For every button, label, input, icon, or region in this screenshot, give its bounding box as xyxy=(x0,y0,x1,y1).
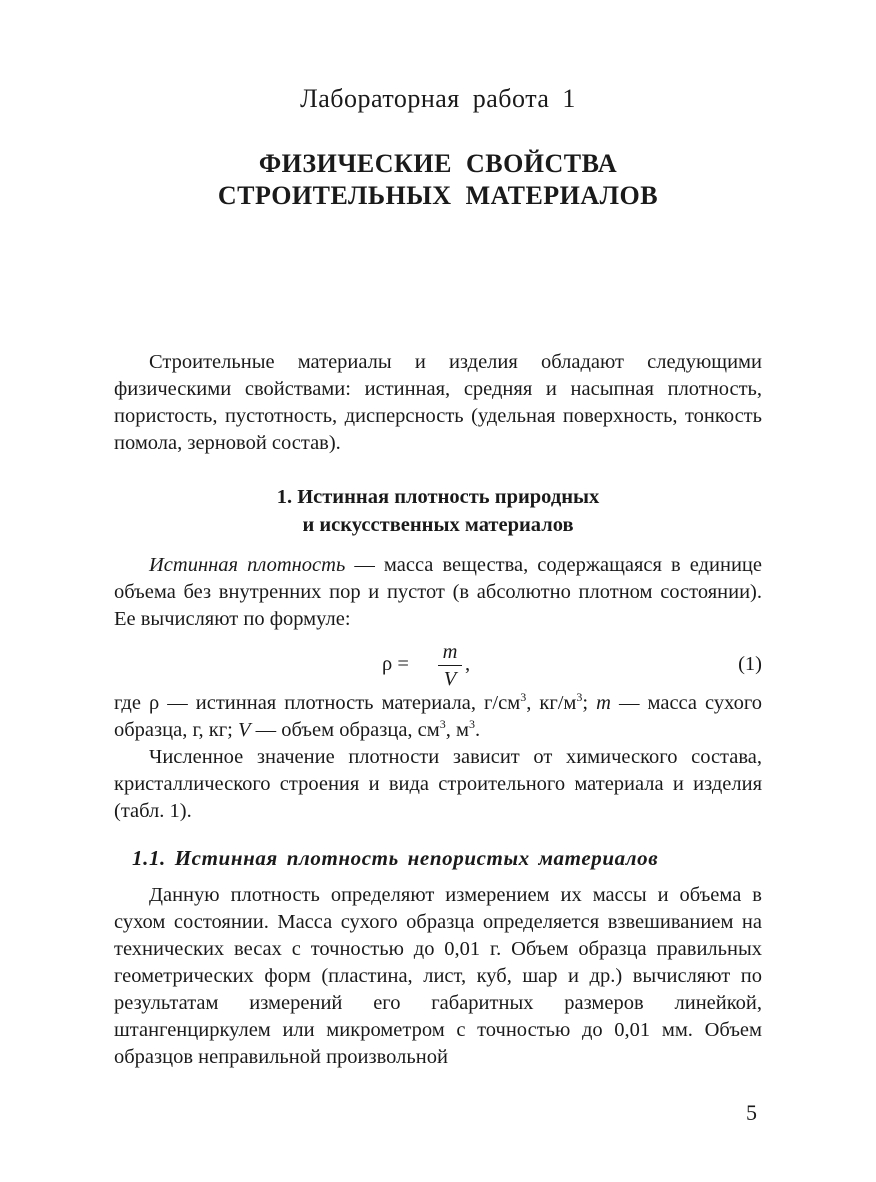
formula-number: (1) xyxy=(738,653,762,675)
where-text-4: — масса сухого образца, г, кг; xyxy=(114,692,762,741)
definition-text: — масса вещества, содержащаяся в единице объема без внутренних пор и пустот (в абсолютно плотном состоянии). Ее вычисляют по формуле: xyxy=(114,554,762,630)
definition-paragraph xyxy=(114,552,762,633)
formula-fraction xyxy=(438,640,462,691)
fraction-bar xyxy=(438,665,462,666)
intro-paragraph: Строительные материалы и изделия обладают следующими физическими свойствами: истинная, средняя и насыпная плотность, пористость, пустотность, дисперсность (удельная поверхность, тонкость помола, зерновой состав). xyxy=(114,351,762,454)
subsection-body xyxy=(114,882,762,1071)
subsection-title: 1.1. Истинная плотность непористых материалов xyxy=(132,846,659,870)
formula-trail: , xyxy=(465,653,471,675)
formula-numerator: m xyxy=(442,641,458,663)
main-title-line2: СТРОИТЕЛЬНЫХ МАТЕРИАЛОВ xyxy=(217,181,659,210)
subsection-paragraph: Данную плотность определяют измерением их массы и объема в сухом состоянии. Масса сухого образца определяется взвешиванием на технических весах с точностью до 0,01 г. Объем образца правильных геометрических форм (пластина, лист, куб, шар и др.) вычисляют по результатам измерений его габаритных размеров линейкой, штангенциркулем или микрометром с точностью до 0,01 мм. Объем образцов неправильной произвольной xyxy=(114,884,762,1068)
main-title xyxy=(114,148,762,212)
definition-block xyxy=(114,552,762,633)
lab-title: Лабораторная работа 1 xyxy=(300,84,576,113)
main-title-line1: ФИЗИЧЕСКИЕ СВОЙСТВА xyxy=(258,149,618,178)
where-var-v: V xyxy=(237,719,251,741)
where-text-1: где ρ — истинная плотность материала, г/см xyxy=(114,692,521,714)
where-paragraph xyxy=(114,690,762,744)
formula-lhs: ρ = xyxy=(382,653,409,675)
where-sup-4: 3 xyxy=(469,717,475,732)
section1-title xyxy=(114,483,762,539)
numeric-value-paragraph: Численное значение плотности зависит от химического состава, кристаллического строения и вида строительного материала и изделия (табл. 1). xyxy=(114,746,762,822)
page-number: 5 xyxy=(746,1100,757,1125)
where-text-5: — объем образца, см xyxy=(250,719,440,741)
section1-title-line1: 1. Истинная плотность природных xyxy=(276,486,600,508)
where-var-m: m xyxy=(596,692,611,714)
where-text-3: ; xyxy=(582,692,597,714)
where-sup-1: 3 xyxy=(520,690,527,705)
where-text-7: . xyxy=(475,719,481,741)
where-sup-2: 3 xyxy=(576,690,583,705)
intro-block xyxy=(114,349,762,457)
where-text-2: , кг/м xyxy=(526,692,577,714)
section1-title-line2: и искусственных материалов xyxy=(302,514,574,536)
formula-denominator: V xyxy=(443,668,457,690)
where-block xyxy=(114,690,762,825)
where-text-6: , м xyxy=(445,719,469,741)
formula-1 xyxy=(114,640,762,692)
where-sup-3: 3 xyxy=(439,717,446,732)
definition-term: Истинная плотность xyxy=(149,554,346,576)
page xyxy=(114,0,762,1182)
